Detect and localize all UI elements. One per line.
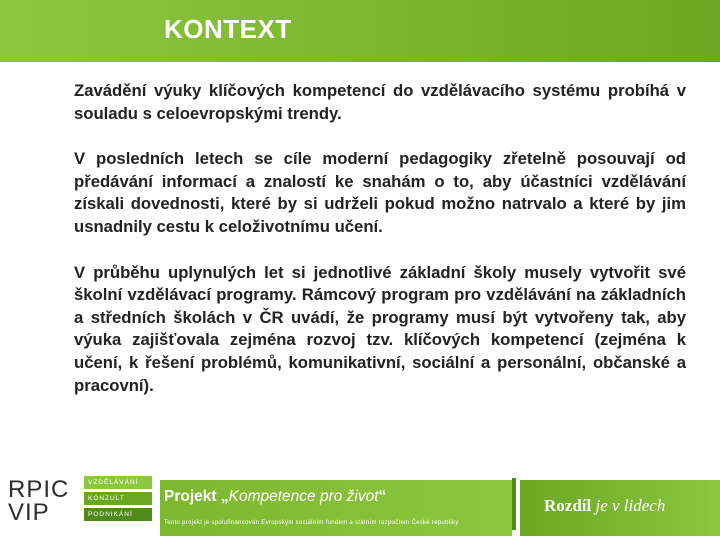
paragraph-3: V průběhu uplynulých let si jednotlivé základní školy musely vytvořit své školní vzdělávací programy. Rámcový program pro vzdělávání na základních a středních školách v ČR uvádí, že programy musí být vytvořeny tak, aby výuka zajišťovala zejména rozvoj tzv. klíčových kompetencí (zejména k učení, k řešení problémů, komunikativní, sociální a personální, občanské a pracovní). xyxy=(74,262,686,395)
logo-line-2: VIP xyxy=(8,499,50,526)
motto-italic: je v lidech xyxy=(591,496,666,515)
logo-tag-1: VZDĚLÁVÁNÍ xyxy=(84,476,152,489)
page-title: KONTEXT xyxy=(164,14,292,44)
project-suffix: “ xyxy=(378,488,387,505)
paragraph-1: Zavádění výuky klíčových kompetencí do vzdělávacího systému probíhá v souladu s celoevropskými trendy. xyxy=(74,81,686,123)
footer xyxy=(0,468,720,540)
paragraph-2: V posledních letech se cíle moderní pedagogiky zřetelně posouvají od předávání informací a znalostí ke snahám o to, aby účastníci vzdělávání získali dovednosti, které by si udrželi pokud možno natrvalo a které by jim usnadnily cestu k celoživotnímu učení. xyxy=(74,149,686,236)
project-prefix: Projekt „ xyxy=(164,488,229,505)
logo-tag-2: KONZULT xyxy=(84,492,152,505)
motto xyxy=(544,496,665,516)
footer-divider xyxy=(512,478,516,530)
header-bar xyxy=(0,0,720,62)
rpic-vip-logo xyxy=(8,478,69,524)
logo-tags xyxy=(84,476,152,524)
logo-line-1: RPIC xyxy=(8,476,70,503)
logo-tag-3: PODNIKÁNÍ xyxy=(84,508,152,521)
project-name: Kompetence pro život xyxy=(228,488,379,505)
motto-bold: Rozdíl xyxy=(544,496,592,515)
project-subtitle: Tento projekt je spolufinancován Evropským sociálním fondem a státním rozpočtem České republiky xyxy=(164,520,459,526)
project-title xyxy=(164,488,386,506)
content-area xyxy=(74,80,686,420)
